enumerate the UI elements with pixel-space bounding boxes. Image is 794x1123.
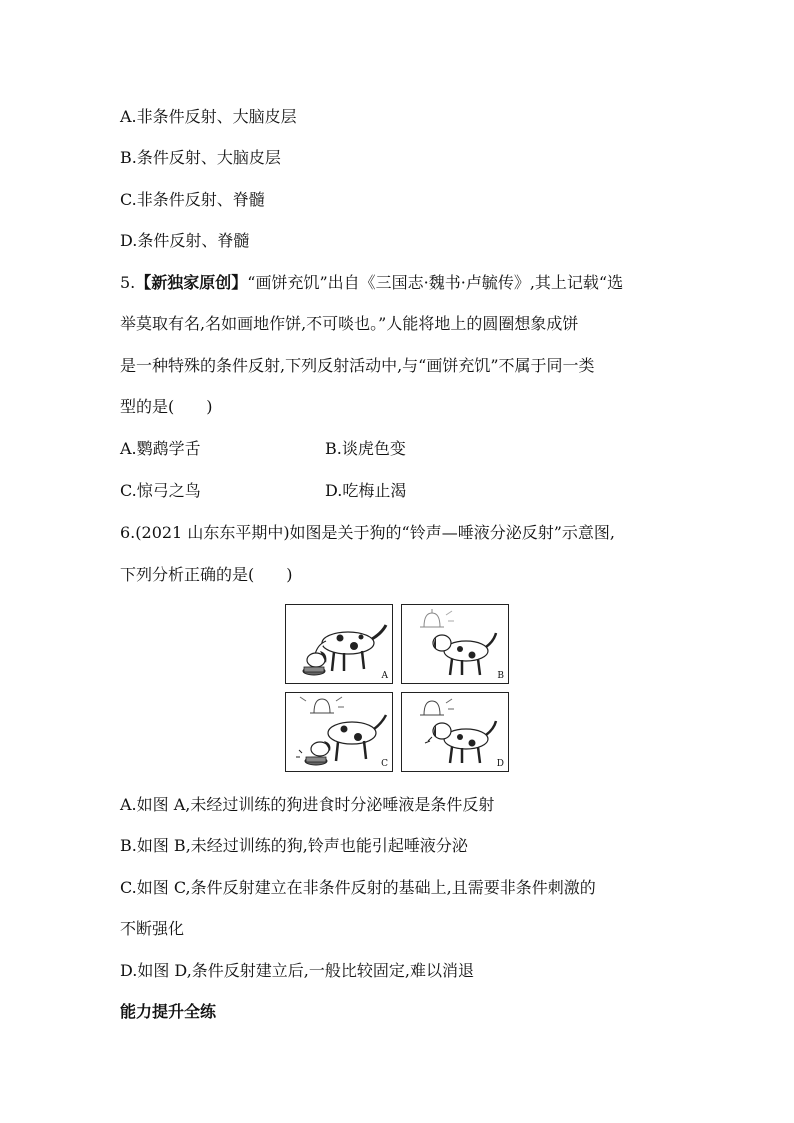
q5-stem-line-2: 举莫取有名,名如画地作饼,不可啖也。”人能将地上的圆圈想象成饼	[120, 314, 579, 333]
figure-panel-a	[285, 604, 393, 684]
section-heading: 能力提升全练	[120, 1002, 217, 1021]
q5-stem-line-4: 型的是( )	[120, 397, 213, 416]
q6-option-d: D.如图 D,条件反射建立后,一般比较固定,难以消退	[120, 961, 474, 980]
q5-stem-line-3: 是一种特殊的条件反射,下列反射活动中,与“画饼充饥”不属于同一类	[120, 356, 595, 375]
q6-option-c: C.如图 C,条件反射建立在非条件反射的基础上,且需要非条件刺激的	[120, 878, 596, 897]
q6-option-c-continued: 不断强化	[120, 919, 185, 938]
q4-option-b: B.条件反射、大脑皮层	[120, 148, 281, 167]
bell-salivating-dog-illustration	[402, 693, 510, 773]
figure-panel-b	[401, 604, 509, 684]
panel-label-b: B	[497, 671, 504, 681]
dog-eating-illustration	[286, 605, 394, 685]
bell-while-eating-illustration	[286, 693, 394, 773]
q5-number: 5.	[120, 273, 136, 292]
q5-stem-line-1	[120, 273, 623, 293]
panel-label-a: A	[381, 671, 388, 681]
q5-option-b: B.谈虎色变	[325, 439, 406, 458]
figure-panel-d	[401, 692, 509, 772]
q4-option-d: D.条件反射、脊髓	[120, 231, 250, 250]
q6-option-b: B.如图 B,未经过训练的狗,铃声也能引起唾液分泌	[120, 836, 468, 855]
q5-option-c: C.惊弓之鸟	[120, 481, 201, 500]
panel-label-d: D	[496, 759, 504, 769]
q6-option-a: A.如图 A,未经过训练的狗进食时分泌唾液是条件反射	[120, 795, 495, 814]
q6-stem-line-2: 下列分析正确的是( )	[120, 565, 293, 584]
q5-stem-text: “画饼充饥”出自《三国志·魏书·卢毓传》,其上记载“选	[247, 273, 624, 292]
q4-option-a: A.非条件反射、大脑皮层	[120, 107, 297, 126]
figure-panel-c	[285, 692, 393, 772]
q4-option-c: C.非条件反射、脊髓	[120, 190, 265, 209]
dog-reflex-figure	[285, 604, 511, 774]
q6-stem-line-1: 6.(2021 山东东平期中)如图是关于狗的“铃声—唾液分泌反射”示意图,	[120, 523, 616, 542]
q5-tag: 【新独家原创】	[135, 273, 248, 292]
bell-and-dog-illustration	[402, 605, 510, 685]
q5-option-d: D.吃梅止渴	[325, 481, 407, 500]
q5-option-a: A.鹦鹉学舌	[120, 439, 201, 458]
panel-label-c: C	[381, 759, 388, 769]
